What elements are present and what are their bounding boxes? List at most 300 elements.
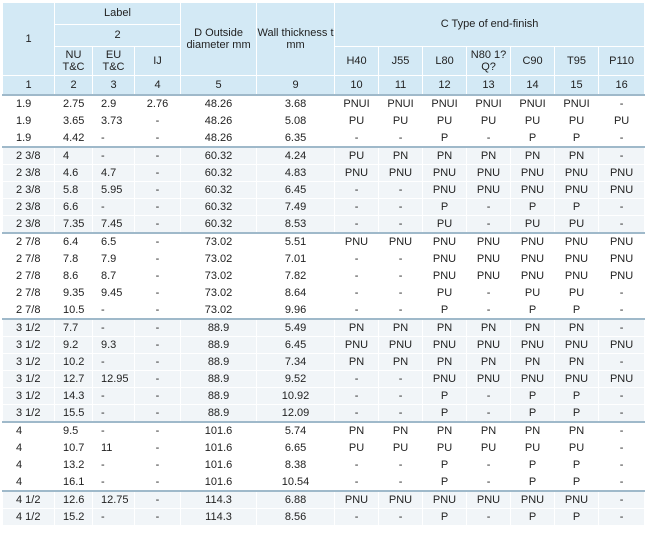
table-cell: PNU (423, 268, 467, 285)
table-cell: 2 7/8 (3, 302, 55, 320)
table-cell: - (599, 405, 645, 423)
header-nu-tc: NU T&C (55, 47, 93, 76)
table-cell: 7.45 (93, 216, 135, 234)
table-cell: PNU (555, 233, 599, 251)
table-cell: - (335, 302, 379, 320)
table-cell: - (93, 422, 135, 440)
table-cell: - (335, 285, 379, 302)
table-cell: PNU (555, 182, 599, 199)
table-row (3, 251, 645, 268)
table-cell: PNU (423, 165, 467, 182)
table-cell: P (511, 199, 555, 216)
table-cell: P (423, 405, 467, 423)
table-cell: PU (555, 216, 599, 234)
table-cell: - (135, 440, 181, 457)
table-cell: PU (599, 113, 645, 130)
table-cell: - (379, 285, 423, 302)
table-cell: - (467, 388, 511, 405)
column-number-row (3, 76, 645, 96)
table-cell: P (555, 405, 599, 423)
table-cell: P (511, 405, 555, 423)
table-cell: 5.08 (257, 113, 335, 130)
table-cell: - (135, 268, 181, 285)
table-cell: 48.26 (181, 113, 257, 130)
header-outside-diameter: D Outside diameter mm (181, 3, 257, 76)
table-cell: 88.9 (181, 319, 257, 337)
table-cell: - (599, 199, 645, 216)
table-row (3, 130, 645, 148)
table-cell: 60.32 (181, 147, 257, 165)
column-number: 11 (379, 76, 423, 96)
table-cell: PNUI (467, 95, 511, 113)
table-cell: - (93, 130, 135, 148)
table-cell: - (599, 285, 645, 302)
header-eu-tc: EU T&C (93, 47, 135, 76)
table-cell: - (93, 509, 135, 526)
table-cell: PU (511, 440, 555, 457)
table-cell: PN (423, 147, 467, 165)
table-row (3, 371, 645, 388)
table-cell: 60.32 (181, 182, 257, 199)
table-cell: PU (467, 440, 511, 457)
table-cell: 7.49 (257, 199, 335, 216)
table-cell: 4.6 (55, 165, 93, 182)
column-number: 14 (511, 76, 555, 96)
table-cell: 2 3/8 (3, 182, 55, 199)
table-cell: 2 3/8 (3, 216, 55, 234)
table-cell: 101.6 (181, 457, 257, 474)
table-cell: P (511, 388, 555, 405)
table-cell: PU (335, 113, 379, 130)
header-grade-j55: J55 (379, 47, 423, 76)
table-cell: 4 (3, 422, 55, 440)
table-cell: - (135, 165, 181, 182)
table-cell: PN (379, 147, 423, 165)
table-cell: 2 3/8 (3, 165, 55, 182)
table-cell: PN (379, 422, 423, 440)
table-cell: 6.88 (257, 491, 335, 509)
table-cell: - (467, 457, 511, 474)
table-cell: 4 1/2 (3, 509, 55, 526)
table-cell: - (93, 474, 135, 492)
size-group (3, 319, 645, 422)
table-cell: PNU (423, 233, 467, 251)
table-cell: 12.09 (257, 405, 335, 423)
table-cell: - (335, 130, 379, 148)
table-cell: - (93, 319, 135, 337)
table-cell: PNU (379, 233, 423, 251)
table-cell: 1.9 (3, 130, 55, 148)
header-col1: 1 (3, 3, 55, 76)
table-cell: 10.92 (257, 388, 335, 405)
table-cell: - (135, 302, 181, 320)
table-cell: 3 1/2 (3, 354, 55, 371)
table-cell: PNU (467, 371, 511, 388)
table-cell: - (599, 216, 645, 234)
table-cell: 10.54 (257, 474, 335, 492)
table-cell: - (379, 371, 423, 388)
table-cell: - (467, 130, 511, 148)
table-cell: 5.49 (257, 319, 335, 337)
table-row (3, 474, 645, 492)
table-cell: PU (423, 285, 467, 302)
table-cell: P (423, 302, 467, 320)
table-cell: 101.6 (181, 422, 257, 440)
header-ij: IJ (135, 47, 181, 76)
table-cell: 88.9 (181, 371, 257, 388)
table-cell: - (135, 216, 181, 234)
table-cell: 73.02 (181, 268, 257, 285)
table-cell: P (423, 509, 467, 526)
table-cell: 12.6 (55, 491, 93, 509)
table-cell: - (135, 422, 181, 440)
table-cell: 7.35 (55, 216, 93, 234)
table-cell: 48.26 (181, 130, 257, 148)
tubing-specification-table (2, 2, 645, 526)
table-cell: - (467, 474, 511, 492)
table-cell: PNU (511, 337, 555, 354)
table-cell: P (555, 474, 599, 492)
table-cell: PN (379, 319, 423, 337)
table-cell: - (135, 388, 181, 405)
header-grade-c90: C90 (511, 47, 555, 76)
table-cell: PNU (511, 491, 555, 509)
table-cell: 4 (3, 474, 55, 492)
table-cell: 9.35 (55, 285, 93, 302)
table-cell: - (379, 251, 423, 268)
table-cell: - (599, 95, 645, 113)
table-cell: P (423, 130, 467, 148)
table-cell: PNU (467, 233, 511, 251)
table-cell: 101.6 (181, 474, 257, 492)
table-cell: PU (423, 440, 467, 457)
table-cell: PN (511, 147, 555, 165)
table-cell: - (335, 251, 379, 268)
table-cell: 73.02 (181, 233, 257, 251)
table-cell: 6.45 (257, 337, 335, 354)
table-cell: PNU (511, 165, 555, 182)
table-cell: 60.32 (181, 199, 257, 216)
table-cell: PNUI (379, 95, 423, 113)
table-cell: 8.6 (55, 268, 93, 285)
header-label-sub: 2 (55, 25, 181, 47)
table-cell: - (135, 233, 181, 251)
table-cell: PN (555, 147, 599, 165)
size-group (3, 147, 645, 233)
table-cell: 12.95 (93, 371, 135, 388)
table-cell: 2 3/8 (3, 147, 55, 165)
table-cell: - (467, 216, 511, 234)
table-row (3, 405, 645, 423)
table-cell: 88.9 (181, 354, 257, 371)
table-cell: 88.9 (181, 388, 257, 405)
table-cell: - (599, 474, 645, 492)
table-cell: 12.75 (93, 491, 135, 509)
table-cell: - (599, 388, 645, 405)
table-cell: 6.65 (257, 440, 335, 457)
table-cell: 2.76 (135, 95, 181, 113)
table-cell: PNU (599, 337, 645, 354)
table-cell: PNU (379, 337, 423, 354)
table-cell: P (555, 509, 599, 526)
table-cell: 7.34 (257, 354, 335, 371)
table-cell: 73.02 (181, 285, 257, 302)
table-cell: 8.53 (257, 216, 335, 234)
table-cell: - (379, 302, 423, 320)
table-cell: - (135, 147, 181, 165)
table-row (3, 233, 645, 251)
table-cell: - (135, 113, 181, 130)
table-cell: 13.2 (55, 457, 93, 474)
table-cell: PN (511, 422, 555, 440)
table-cell: 9.2 (55, 337, 93, 354)
table-cell: P (423, 388, 467, 405)
table-cell: P (423, 457, 467, 474)
column-number: 5 (181, 76, 257, 96)
table-cell: PU (555, 285, 599, 302)
table-cell: 6.6 (55, 199, 93, 216)
table-cell: 9.3 (93, 337, 135, 354)
table-cell: 8.38 (257, 457, 335, 474)
table-cell: PNU (555, 371, 599, 388)
table-cell: PN (423, 354, 467, 371)
table-cell: P (423, 199, 467, 216)
table-cell: 4 (3, 440, 55, 457)
table-cell: PNUI (511, 95, 555, 113)
table-cell: - (135, 337, 181, 354)
header-grade-l80: L80 (423, 47, 467, 76)
table-cell: 2 3/8 (3, 199, 55, 216)
table-cell: PNUI (423, 95, 467, 113)
table-cell: - (599, 354, 645, 371)
table-cell: - (93, 388, 135, 405)
table-row (3, 354, 645, 371)
table-cell: PNU (511, 182, 555, 199)
table-cell: PN (335, 422, 379, 440)
column-number: 15 (555, 76, 599, 96)
table-cell: 7.9 (93, 251, 135, 268)
table-cell: - (335, 474, 379, 492)
table-cell: 4.7 (93, 165, 135, 182)
table-cell: - (379, 474, 423, 492)
table-cell: - (135, 251, 181, 268)
table-cell: - (135, 457, 181, 474)
header-grade-h40: H40 (335, 47, 379, 76)
table-cell: P (423, 474, 467, 492)
table-cell: PNU (335, 165, 379, 182)
header-grade-n80: N80 1?Q? (467, 47, 511, 76)
table-cell: PN (379, 354, 423, 371)
table-row (3, 182, 645, 199)
header-type-end-finish: C Type of end-finish (335, 3, 645, 47)
table-cell: 3.65 (55, 113, 93, 130)
table-cell: - (135, 371, 181, 388)
table-cell: - (135, 285, 181, 302)
table-cell: PU (555, 440, 599, 457)
table-cell: 9.52 (257, 371, 335, 388)
table-cell: 9.45 (93, 285, 135, 302)
table-cell: 4.83 (257, 165, 335, 182)
table-cell: PNU (467, 182, 511, 199)
table-cell: 10.5 (55, 302, 93, 320)
column-number: 2 (55, 76, 93, 96)
table-cell: 2 7/8 (3, 251, 55, 268)
table-cell: 5.74 (257, 422, 335, 440)
table-cell: 6.5 (93, 233, 135, 251)
table-row (3, 302, 645, 320)
table-cell: 3 1/2 (3, 388, 55, 405)
table-cell: PN (423, 319, 467, 337)
table-cell: 8.7 (93, 268, 135, 285)
table-row (3, 216, 645, 234)
table-cell: PN (467, 354, 511, 371)
table-cell: PNU (335, 337, 379, 354)
table-cell: PU (335, 440, 379, 457)
table-cell: 101.6 (181, 440, 257, 457)
table-cell: - (335, 388, 379, 405)
table-cell: PNU (555, 268, 599, 285)
table-row (3, 388, 645, 405)
table-cell: PNU (423, 337, 467, 354)
table-cell: - (599, 440, 645, 457)
table-cell: 114.3 (181, 491, 257, 509)
table-cell: PN (467, 147, 511, 165)
column-number: 16 (599, 76, 645, 96)
table-cell: PNUI (555, 95, 599, 113)
table-cell: 2.75 (55, 95, 93, 113)
table-cell: 3 1/2 (3, 371, 55, 388)
table-cell: - (379, 216, 423, 234)
table-cell: P (511, 457, 555, 474)
table-cell: PU (379, 113, 423, 130)
table-cell: PNU (467, 251, 511, 268)
table-cell: PNU (335, 233, 379, 251)
table-cell: - (335, 199, 379, 216)
table-cell: PNU (599, 182, 645, 199)
table-cell: 3 1/2 (3, 405, 55, 423)
table-cell: 9.5 (55, 422, 93, 440)
table-cell: 4 (55, 147, 93, 165)
table-cell: - (379, 405, 423, 423)
table-cell: PU (423, 216, 467, 234)
size-group (3, 491, 645, 526)
table-cell: P (511, 474, 555, 492)
table-cell: P (555, 457, 599, 474)
table-cell: 2 7/8 (3, 268, 55, 285)
table-cell: - (135, 354, 181, 371)
table-cell: PU (379, 440, 423, 457)
table-cell: 15.2 (55, 509, 93, 526)
table-cell: 114.3 (181, 509, 257, 526)
table-cell: PNU (379, 165, 423, 182)
table-cell: PU (511, 216, 555, 234)
table-cell: 60.32 (181, 216, 257, 234)
table-cell: PNU (555, 165, 599, 182)
table-cell: PNU (511, 371, 555, 388)
size-group (3, 233, 645, 319)
table-cell: - (135, 405, 181, 423)
table-cell: PNU (423, 491, 467, 509)
table-cell: 5.8 (55, 182, 93, 199)
header-wall-thickness: Wall thickness t mm (257, 3, 335, 76)
table-cell: PN (423, 422, 467, 440)
table-cell: - (467, 199, 511, 216)
table-cell: - (379, 199, 423, 216)
table-cell: PN (555, 422, 599, 440)
table-cell: 10.7 (55, 440, 93, 457)
table-cell: - (335, 182, 379, 199)
table-cell: PNU (511, 233, 555, 251)
column-number: 1 (3, 76, 55, 96)
size-group (3, 422, 645, 491)
table-cell: 2 7/8 (3, 285, 55, 302)
table-cell: - (467, 405, 511, 423)
table-cell: - (379, 457, 423, 474)
table-cell: - (335, 216, 379, 234)
table-cell: PNU (467, 165, 511, 182)
table-row (3, 285, 645, 302)
table-cell: - (93, 147, 135, 165)
table-cell: 11 (93, 440, 135, 457)
table-cell: - (135, 199, 181, 216)
table-cell: - (599, 457, 645, 474)
table-cell: PN (555, 319, 599, 337)
table-row (3, 199, 645, 216)
table-cell: PU (335, 147, 379, 165)
table-cell: PNU (555, 491, 599, 509)
table-cell: 7.82 (257, 268, 335, 285)
table-cell: 8.64 (257, 285, 335, 302)
table-cell: 1.9 (3, 95, 55, 113)
table-cell: - (93, 405, 135, 423)
column-number: 9 (257, 76, 335, 96)
table-cell: 48.26 (181, 95, 257, 113)
table-cell: PNU (599, 251, 645, 268)
table-cell: PNU (599, 165, 645, 182)
table-cell: - (599, 147, 645, 165)
table-cell: 88.9 (181, 337, 257, 354)
table-cell: 3 1/2 (3, 337, 55, 354)
table-cell: PNU (555, 337, 599, 354)
table-cell: - (467, 285, 511, 302)
table-cell: 6.4 (55, 233, 93, 251)
table-cell: - (335, 371, 379, 388)
table-row (3, 165, 645, 182)
table-cell: - (135, 182, 181, 199)
table-cell: - (135, 319, 181, 337)
column-number: 12 (423, 76, 467, 96)
column-number: 3 (93, 76, 135, 96)
size-group (3, 95, 645, 147)
table-cell: 6.45 (257, 182, 335, 199)
table-cell: PNU (599, 268, 645, 285)
table-cell: P (511, 130, 555, 148)
table-cell: 8.56 (257, 509, 335, 526)
table-cell: 16.1 (55, 474, 93, 492)
table-cell: 6.35 (257, 130, 335, 148)
table-cell: - (379, 268, 423, 285)
table-cell: - (135, 130, 181, 148)
table-cell: 7.01 (257, 251, 335, 268)
table-cell: PNUI (335, 95, 379, 113)
table-cell: 10.2 (55, 354, 93, 371)
table-cell: PNU (599, 371, 645, 388)
table-cell: - (93, 302, 135, 320)
table-cell: 2.9 (93, 95, 135, 113)
table-cell: P (511, 509, 555, 526)
table-cell: 1.9 (3, 113, 55, 130)
table-cell: 5.95 (93, 182, 135, 199)
